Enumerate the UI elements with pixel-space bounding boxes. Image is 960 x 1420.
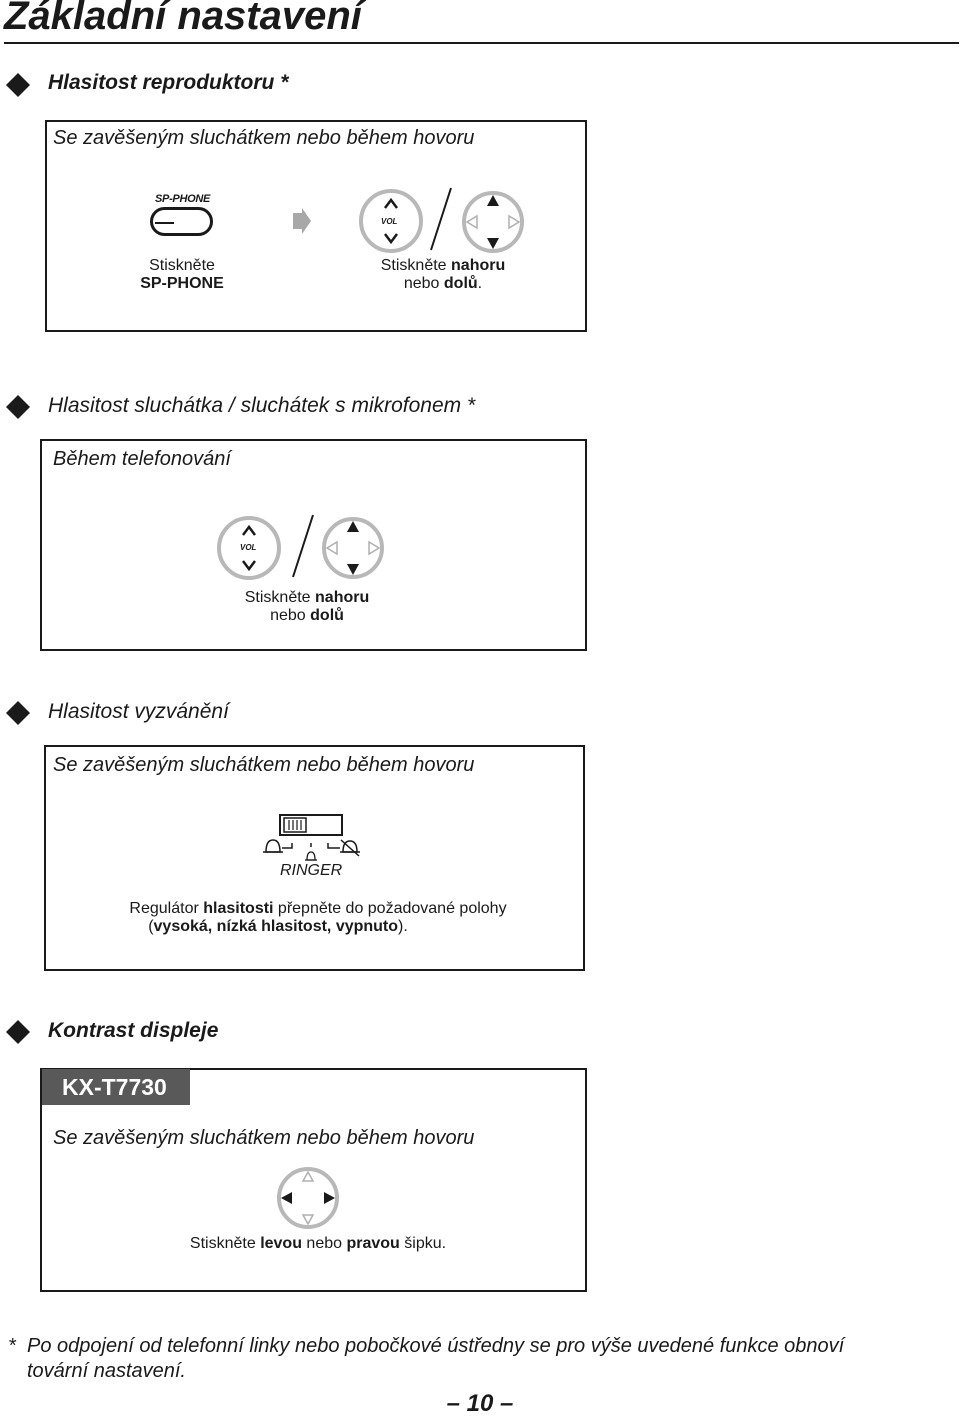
diamond-bullet-icon <box>6 1020 30 1044</box>
ringer-slider[interactable] <box>262 812 362 862</box>
ringer-condition: Se zavěšeným sluchátkem nebo během hovoru <box>53 754 475 776</box>
ringer-caption: Regulátor hlasitosti přepněte do požadované polohy (vysoká, nízká hlasitost, vypnuto). <box>129 900 507 935</box>
alternative-slash <box>290 513 316 579</box>
slider-knob <box>284 818 306 832</box>
section-heading-ringer-volume: Hlasitost vyzvánění <box>48 700 229 723</box>
section-heading-speaker-volume: Hlasitost reproduktoru * <box>48 71 289 94</box>
title-rule <box>4 42 959 44</box>
page-title: Základní nastavení <box>4 0 362 38</box>
navigator-up-down-key[interactable] <box>461 190 525 254</box>
diamond-bullet-icon <box>6 395 30 419</box>
bell-low-icon <box>305 852 317 860</box>
spphone-key-label: SP-PHONE <box>155 193 211 205</box>
next-step-arrow-icon <box>293 208 311 234</box>
footnote-star: * <box>8 1335 16 1357</box>
bell-high-icon <box>263 840 283 852</box>
model-badge: KX-T7730 <box>42 1069 190 1105</box>
vol-key-label: VOL <box>381 217 398 226</box>
section-heading-handset-volume: Hlasitost sluchátka / sluchátek s mikrofonem * <box>48 394 476 417</box>
speaker-step2-caption: Stiskněte nahoru nebo dolů. <box>380 257 506 292</box>
diamond-bullet-icon <box>6 73 30 97</box>
contrast-caption: Stiskněte levou nebo pravou šipku. <box>189 1235 447 1252</box>
page-number: – 10 – <box>446 1390 514 1417</box>
alternative-slash <box>428 186 454 252</box>
vol-key-label: VOL <box>240 543 257 552</box>
contrast-condition: Se zavěšeným sluchátkem nebo během hovoru <box>53 1127 475 1149</box>
spphone-caption: Stiskněte SP-PHONE <box>140 257 224 292</box>
handset-condition: Během telefonování <box>53 448 231 470</box>
ringer-label: RINGER <box>280 862 343 879</box>
bell-off-icon <box>340 840 360 856</box>
spphone-button[interactable] <box>150 207 214 237</box>
navigator-left-right-key[interactable] <box>276 1166 340 1230</box>
footnote-text: Po odpojení od telefonní linky nebo pobočkové ústředny se pro výše uvedené funkce obnoví tovární nastavení. <box>27 1335 845 1382</box>
navigator-up-down-key[interactable] <box>321 516 385 580</box>
diamond-bullet-icon <box>6 701 30 725</box>
section-heading-display-contrast: Kontrast displeje <box>48 1019 219 1042</box>
handset-caption: Stiskněte nahoru nebo dolů <box>244 589 370 624</box>
speaker-condition: Se zavěšeným sluchátkem nebo během hovoru <box>53 127 475 149</box>
